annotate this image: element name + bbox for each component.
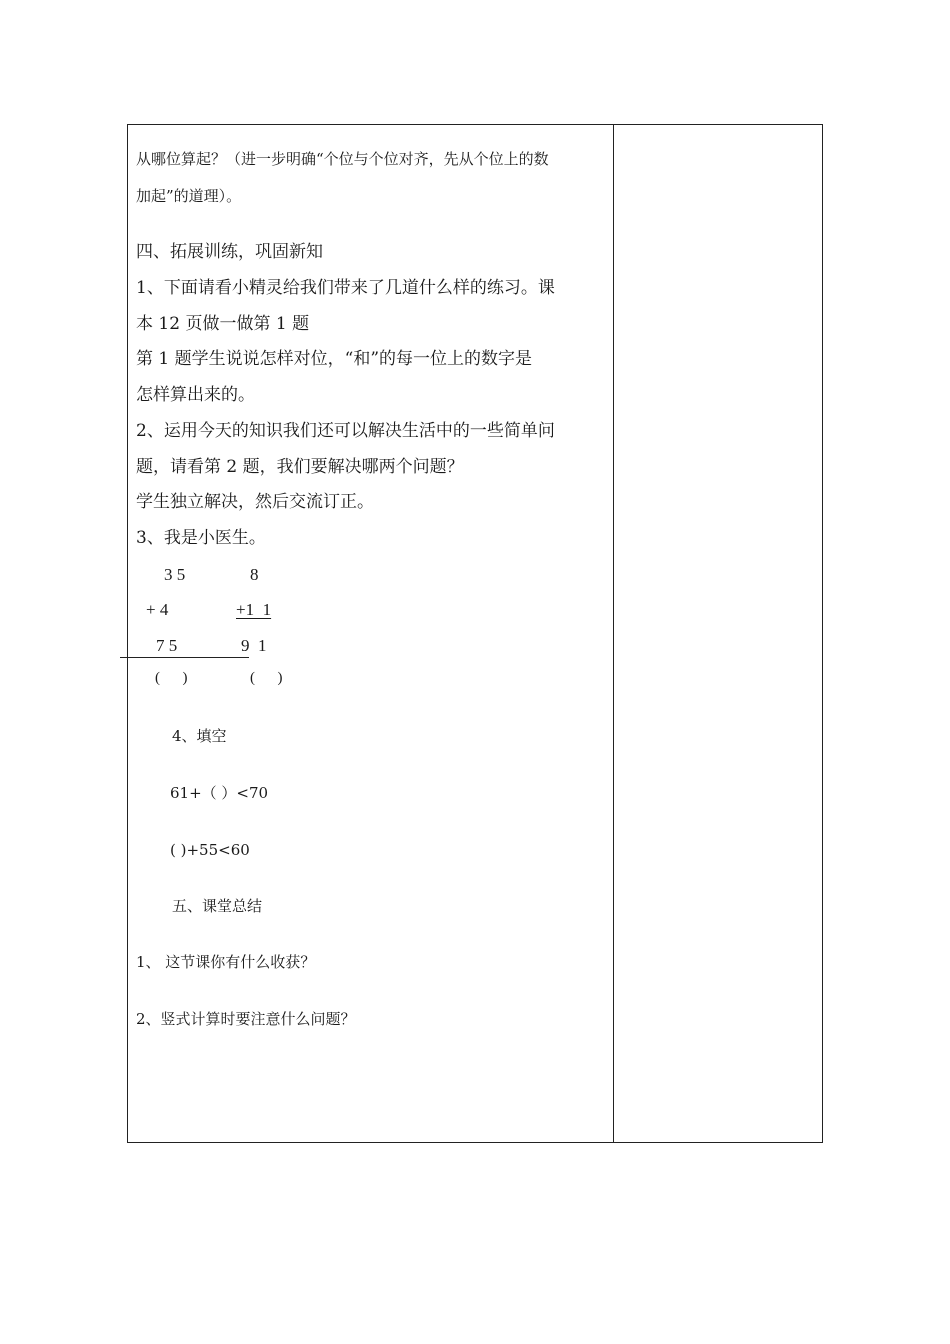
- paragraph-line: 从哪位算起？（进一步明确“个位与个位对齐，先从个位上的数: [136, 150, 549, 168]
- right-answer-blank: ( ): [250, 670, 283, 686]
- paragraph-line: 加起”的道理）。: [136, 187, 242, 205]
- paragraph-line: 题，请看第 2 题，我们要解决哪两个问题？: [136, 457, 464, 477]
- paragraph-line: 1、下面请看小精灵给我们带来了几道什么样的练习。课: [136, 278, 555, 298]
- lesson-table: [127, 124, 823, 1143]
- sum-line: [120, 657, 249, 658]
- paragraph-line: 怎样算出来的。: [136, 385, 255, 405]
- paragraph-line: 第 1 题学生说说怎样对位，“和”的每一位上的数字是: [136, 349, 533, 369]
- paragraph-line: 2、运用今天的知识我们还可以解决生活中的一些简单问: [136, 421, 555, 441]
- left-addend-top: 3 5: [164, 565, 186, 584]
- paragraph-line: 学生独立解决，然后交流订正。: [136, 492, 374, 512]
- fill-blank-equation: ( )+55<60: [170, 841, 250, 859]
- summary-question: 1、 这节课你有什么收获？: [136, 953, 316, 971]
- summary-question: 2、竖式计算时要注意什么问题？: [136, 1010, 356, 1028]
- section-heading: 四、拓展训练，巩固新知: [136, 242, 323, 262]
- left-result: 7 5: [156, 636, 178, 655]
- paragraph-line: 本 12 页做一做第 1 题: [136, 314, 310, 334]
- right-addend-top: 8: [250, 565, 259, 584]
- column-divider: [613, 125, 614, 1142]
- right-result: 9 1: [241, 636, 267, 655]
- paragraph-line: 3、我是小医生。: [136, 528, 266, 548]
- fill-blank-equation: 61+（ ）<70: [170, 784, 269, 802]
- section-heading: 五、课堂总结: [172, 897, 263, 915]
- right-addend-bottom: +1 1: [236, 600, 272, 619]
- left-answer-blank: ( ): [155, 670, 188, 686]
- section-heading: 4、填空: [172, 727, 227, 745]
- left-addend-bottom: + 4: [146, 600, 169, 619]
